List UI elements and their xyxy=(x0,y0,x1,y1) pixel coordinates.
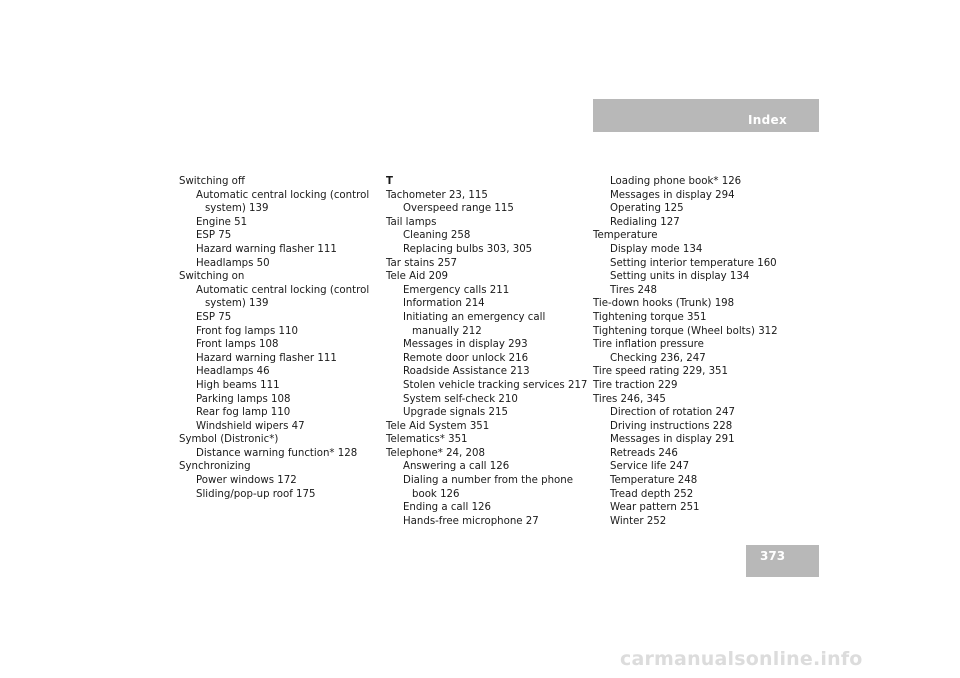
index-entry: Display mode 134 xyxy=(610,243,703,255)
index-entry: Tread depth 252 xyxy=(610,488,694,500)
index-entry: Switching on xyxy=(179,271,245,283)
index-entry: Redialing 127 xyxy=(610,216,680,228)
index-entry: Messages in display 293 xyxy=(403,339,528,351)
index-entry: Synchronizing xyxy=(179,461,251,473)
index-entry: Messages in display 291 xyxy=(610,434,735,446)
index-entry: Tires 248 xyxy=(610,284,657,296)
index-entry: Retreads 246 xyxy=(610,447,678,459)
index-entry: Cleaning 258 xyxy=(403,230,471,242)
index-entry: Checking 236, 247 xyxy=(610,352,706,364)
index-entry: book 126 xyxy=(412,488,460,500)
index-entry: Hands-free microphone 27 xyxy=(403,515,539,527)
index-entry: Tire speed rating 229, 351 xyxy=(593,366,729,378)
index-entry: Answering a call 126 xyxy=(403,461,510,473)
index-entry: Setting units in display 134 xyxy=(610,271,750,283)
index-entry: ESP 75 xyxy=(196,311,232,323)
index-column-3 xyxy=(593,175,808,528)
index-entry: Tie-down hooks (Trunk) 198 xyxy=(593,298,735,310)
index-entry: Dialing a number from the phone xyxy=(403,475,574,487)
index-entry: Tire traction 229 xyxy=(593,379,678,391)
index-entry: Engine 51 xyxy=(196,216,248,228)
index-entry: Upgrade signals 215 xyxy=(403,407,508,419)
page-number: 373 xyxy=(760,549,786,563)
section-title: Index xyxy=(748,113,787,127)
index-entry: ESP 75 xyxy=(196,230,232,242)
index-entry: Emergency calls 211 xyxy=(403,284,510,296)
index-entry: Tar stains 257 xyxy=(386,257,458,269)
index-column-2 xyxy=(386,175,591,528)
index-entry: High beams 111 xyxy=(196,379,280,391)
index-entry: Roadside Assistance 213 xyxy=(403,366,530,378)
index-entry: Distance warning function* 128 xyxy=(196,447,358,459)
index-entry: Power windows 172 xyxy=(196,475,297,487)
index-entry: Tele Aid 209 xyxy=(386,271,449,283)
index-entry: Telephone* 24, 208 xyxy=(386,447,485,459)
index-entry: system) 139 xyxy=(205,298,269,310)
index-entry: Parking lamps 108 xyxy=(196,393,291,405)
watermark: carmanualsonline.info xyxy=(620,648,863,670)
index-column-1 xyxy=(179,175,369,501)
index-entry: Headlamps 50 xyxy=(196,257,270,269)
index-entry: Tail lamps xyxy=(386,216,437,228)
index-entry: Service life 247 xyxy=(610,461,690,473)
index-entry: Operating 125 xyxy=(610,203,684,215)
index-entry: Windshield wipers 47 xyxy=(196,420,305,432)
index-entry: Front fog lamps 110 xyxy=(196,325,298,337)
index-entry: Telematics* 351 xyxy=(386,434,468,446)
index-entry: Tires 246, 345 xyxy=(593,393,666,405)
index-entry: Driving instructions 228 xyxy=(610,420,733,432)
index-entry: System self-check 210 xyxy=(403,393,518,405)
index-entry: system) 139 xyxy=(205,203,269,215)
index-entry: Wear pattern 251 xyxy=(610,502,700,514)
index-entry: Tele Aid System 351 xyxy=(386,420,490,432)
index-entry: Information 214 xyxy=(403,298,485,310)
index-entry: Ending a call 126 xyxy=(403,502,492,514)
index-entry: Remote door unlock 216 xyxy=(403,352,529,364)
index-entry: Automatic central locking (control xyxy=(196,189,370,201)
index-entry: Rear fog lamp 110 xyxy=(196,407,291,419)
index-entry: Stolen vehicle tracking services 217 xyxy=(403,379,588,391)
index-entry: Tachometer 23, 115 xyxy=(386,189,488,201)
index-entry: Headlamps 46 xyxy=(196,366,270,378)
index-entry: Temperature xyxy=(593,230,658,242)
index-entry: Front lamps 108 xyxy=(196,339,279,351)
index-entry: Automatic central locking (control xyxy=(196,284,370,296)
index-entry: Hazard warning flasher 111 xyxy=(196,352,337,364)
index-entry: Winter 252 xyxy=(610,515,667,527)
index-entry: Loading phone book* 126 xyxy=(610,176,742,187)
index-entry: Tightening torque (Wheel bolts) 312 xyxy=(593,325,778,337)
index-letter-heading: T xyxy=(386,176,393,187)
index-entry: Switching off xyxy=(179,176,245,187)
index-entry: Overspeed range 115 xyxy=(403,203,514,215)
page-number-box xyxy=(746,545,819,577)
index-entry: Direction of rotation 247 xyxy=(610,407,735,419)
index-entry: Messages in display 294 xyxy=(610,189,735,201)
index-entry: Sliding/pop-up roof 175 xyxy=(196,488,316,500)
index-entry: manually 212 xyxy=(412,325,482,337)
index-entry: Setting interior temperature 160 xyxy=(610,257,777,269)
index-entry: Initiating an emergency call xyxy=(403,311,546,323)
section-header-bar xyxy=(593,99,819,132)
index-entry: Hazard warning flasher 111 xyxy=(196,243,337,255)
index-entry: Symbol (Distronic*) xyxy=(179,434,279,446)
index-entry: Tightening torque 351 xyxy=(593,311,707,323)
index-entry: Replacing bulbs 303, 305 xyxy=(403,243,533,255)
index-entry: Temperature 248 xyxy=(610,475,698,487)
index-entry: Tire inflation pressure xyxy=(593,339,704,351)
